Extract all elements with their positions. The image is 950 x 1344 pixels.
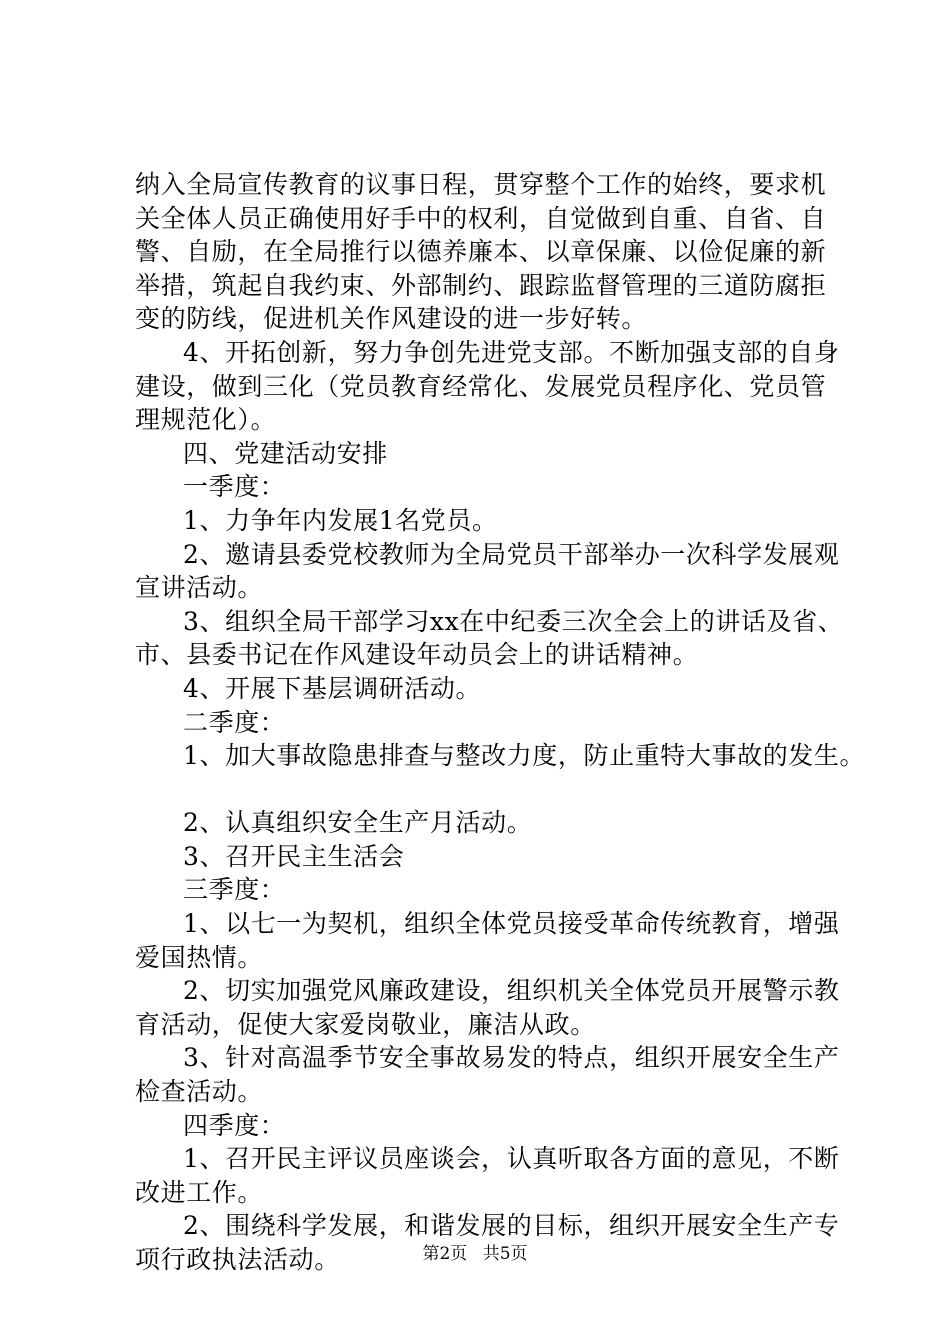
text-line: 警、自励，在全局推行以德养廉本、以章保廉、以俭促廉的新 bbox=[135, 237, 827, 267]
text-line: 1、以七一为契机，组织全体党员接受革命传统教育，增强 bbox=[183, 909, 840, 939]
text-line: 2、邀请县委党校教师为全局党员干部举办一次科学发展观 bbox=[183, 539, 840, 569]
text-line: 2、切实加强党风廉政建设，组织机关全体党员开展警示教 bbox=[183, 976, 840, 1006]
text-line: 2、围绕科学发展，和谐发展的目标，组织开展安全生产专 bbox=[183, 1211, 840, 1241]
text-line: 变的防线，促进机关作风建设的进一步好转。 bbox=[135, 304, 648, 334]
text-line: 检查活动。 bbox=[135, 1077, 264, 1107]
text-line: 2、认真组织安全生产月活动。 bbox=[183, 808, 533, 838]
text-line: 一季度： bbox=[183, 472, 286, 502]
text-line: 1、加大事故隐患排查与整改力度，防止重特大事故的发生。 bbox=[183, 741, 866, 771]
text-line: 项行政执法活动。 bbox=[135, 1245, 340, 1274]
text-line: 3、组织全局干部学习xx在中纪委三次全会上的讲话及省、 bbox=[183, 606, 844, 636]
text-line: 3、召开民主生活会 bbox=[183, 841, 405, 871]
text-line: 关全体人员正确使用好手中的权利，自觉做到自重、自省、自 bbox=[135, 203, 827, 233]
text-line: 1、召开民主评议员座谈会，认真听取各方面的意见，不断 bbox=[183, 1144, 840, 1174]
text-line: 纳入全局宣传教育的议事日程，贯穿整个工作的始终，要求机 bbox=[135, 170, 827, 199]
page-number: 第2页 bbox=[422, 1244, 468, 1264]
text-line: 市、县委书记在作风建设年动员会上的讲话精神。 bbox=[135, 640, 699, 670]
page-footer bbox=[0, 1243, 950, 1265]
blank-line bbox=[135, 773, 835, 807]
document-body bbox=[135, 168, 866, 1277]
text-line: 三季度： bbox=[183, 875, 286, 905]
page-total: 共5页 bbox=[482, 1244, 528, 1264]
text-line: 3、针对高温季节安全事故易发的特点，组织开展安全生产 bbox=[183, 1043, 840, 1073]
text-line: 宣讲活动。 bbox=[135, 573, 264, 603]
text-line: 4、开展下基层调研活动。 bbox=[183, 673, 482, 703]
text-line: 举措，筑起自我约束、外部制约、跟踪监督管理的三道防腐拒 bbox=[135, 270, 827, 300]
text-line: 理规范化）。 bbox=[135, 405, 277, 435]
text-line: 4、开拓创新，努力争创先进党支部。不断加强支部的自身 bbox=[183, 337, 840, 367]
text-line: 爱国热情。 bbox=[135, 942, 264, 972]
text-line: 四、党建活动安排 bbox=[183, 438, 388, 468]
text-line: 1、力争年内发展1名党员。 bbox=[183, 505, 498, 535]
text-line: 二季度： bbox=[183, 707, 286, 737]
text-line: 改进工作。 bbox=[135, 1177, 264, 1207]
text-line: 育活动，促使大家爱岗敬业，廉洁从政。 bbox=[135, 1009, 596, 1039]
text-line: 四季度： bbox=[183, 1110, 286, 1140]
text-line: 建设，做到三化（党员教育经常化、发展党员程序化、党员管 bbox=[135, 371, 827, 401]
